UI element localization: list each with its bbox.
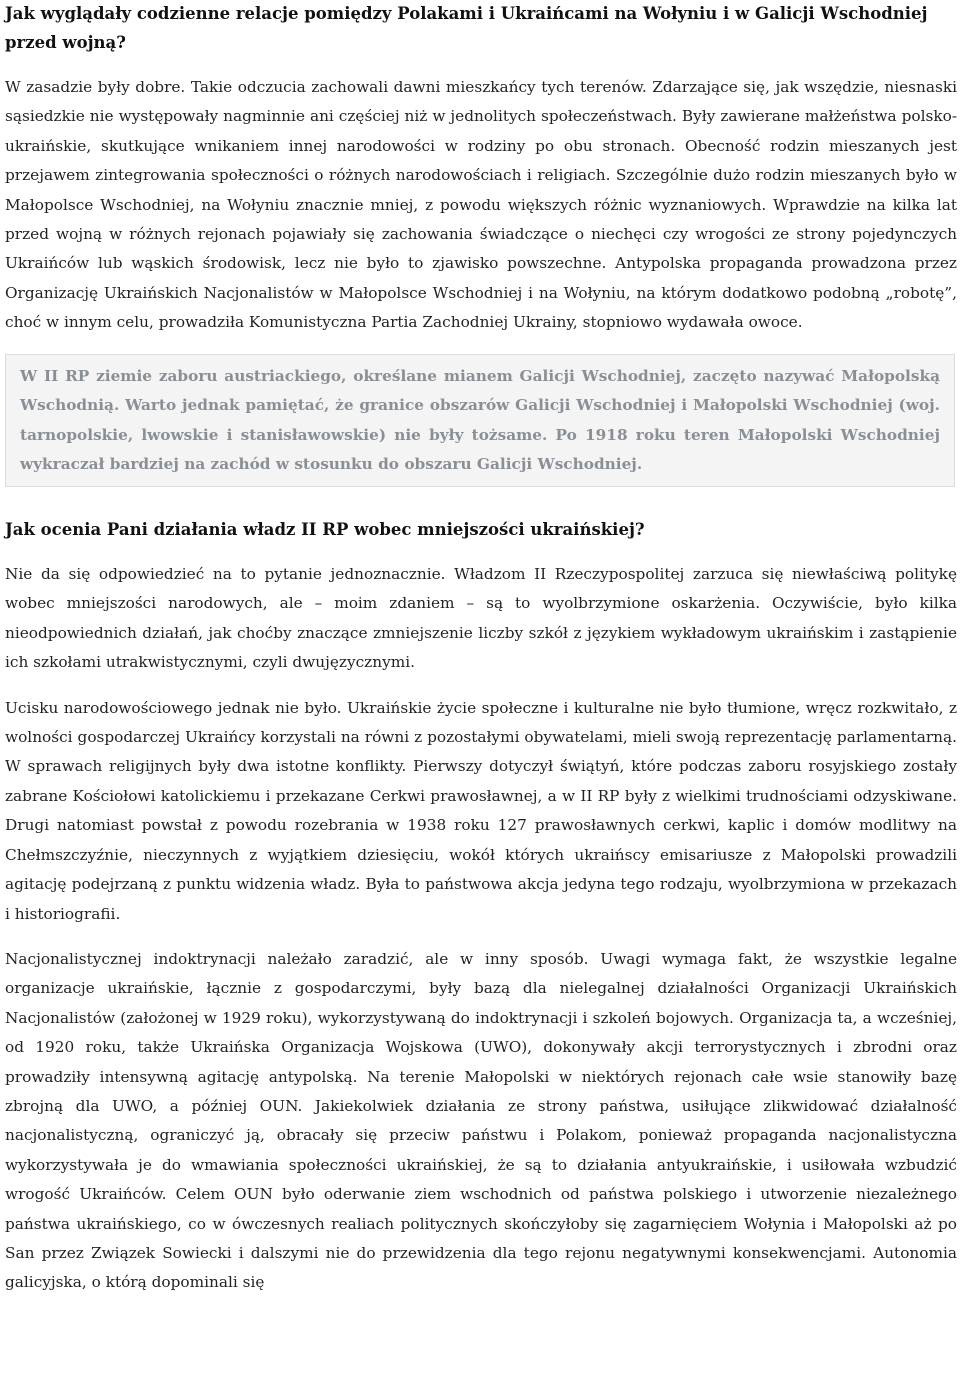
- answer-paragraph: Nacjonalistycznej indoktrynacji należało zaradzić, ale w inny sposób. Uwagi wymaga fakt, że wszystkie legalne organizacje ukraińskie, łącznie z gospodarczymi, były bazą dla nielegalnej działalności Organizacji Ukraińskich Nacjonalistów (założonej w 1929 roku), wykorzystywaną do indoktrynacji i szkoleń bojowych. Organizacja ta, a wcześniej, od 1920 roku, także Ukraińska Organizacja Wojskowa (UWO), dokonywały akcji terrorystycznych i zbrodni oraz prowadziły intensywną agitację antypolską. Na terenie Małopolski w niektórych rejonach całe wsie stanowiły bazę zbrojną dla UWO, a później OUN. Jakiekolwiek działania ze strony państwa, usiłujące zlikwidować działalność nacjonalistyczną, ograniczyć ją, obracały się przeciw państwu i Polakom, ponieważ propaganda nacjonalistyczna wykorzystywała je do wmawiania społeczności ukraińskiej, że są to działania antyukraińskie, i usiłowała wzbudzić wrogość Ukraińców. Celem OUN było oderwanie ziem wschodnich od państwa polskiego i utworzenie niezależnego państwa ukraińskiego, co w ówczesnych realiach politycznych skończyłoby się zagarnięciem Wołynia i Małopolski aż po San przez Związek Sowiecki i dalszymi nie do przewidzenia dla tego rejonu negatywnymi konsekwencjami. Autonomia galicyjska, o którą dopominali się: [5, 949, 957, 1292]
- answer-paragraph: Nie da się odpowiedzieć na to pytanie jednoznacznie. Władzom II Rzeczypospolitej zarzuca się niewłaściwą politykę wobec mniejszości narodowych, ale – moim zdaniem – są to wyolbrzymione oskarżenia. Oczywiście, było kilka nieodpowiednich działań, jak choćby znaczące zmniejszenie liczby szkół z językiem wykładowym ukraińskim i zastąpienie ich szkołami utrakwistycznymi, czyli dwujęzycznymi.: [5, 565, 957, 672]
- info-callout-box: [5, 354, 955, 487]
- question-heading: Jak wyglądały codzienne relacje pomiędzy Polakami i Ukraińcami na Wołyniu i w Galicji Wschodniej przed wojną?: [5, 4, 928, 52]
- question-heading: Jak ocenia Pani działania władz II RP wobec mniejszości ukraińskiej?: [5, 520, 645, 540]
- answer-paragraph: Ucisku narodowościowego jednak nie było. Ukraińskie życie społeczne i kulturalne nie było tłumione, wręcz rozkwitało, z wolności gospodarczej Ukraińcy korzystali na równi z pozostałymi obywatelami, mieli swoją reprezentację parlamentarną. W sprawach religijnych były dwa istotne konflikty. Pierwszy dotyczył świątyń, które podczas zaboru rosyjskiego zostały zabrane Kościołowi katolickiemu i przekazane Cerkwi prawosławnej, a w II RP były z wielkimi trudnościami odzyskiwane. Drugi natomiast powstał z powodu rozebrania w 1938 roku 127 prawosławnych cerkwi, kaplic i domów modlitwy na Chełmszczyźnie, nieczynnych z wyjątkiem dziesięciu, wokół których ukraińscy emisariusze z Małopolski prowadzili agitację podejrzaną z punktu widzenia władz. Była to państwowa akcja jedyna tego rodzaju, wyolbrzymiona w przekazach i historiografii.: [5, 698, 957, 923]
- answer-paragraph: W zasadzie były dobre. Takie odczucia zachowali dawni mieszkańcy tych terenów. Zdarzające się, jak wszędzie, niesnaski sąsiedzkie nie występowały nagminnie ani częściej niż w jednolitych społeczeństwach. Były zawierane małżeństwa polsko-ukraińskie, skutkujące wnikaniem innej narodowości w rodziny po obu stronach. Obecność rodzin mieszanych jest przejawem zintegrowania społeczności o różnych narodowościach i religiach. Szczególnie dużo rodzin mieszanych było w Małopolsce Wschodniej, na Wołyniu znacznie mniej, z powodu większych różnic wyznaniowych. Wprawdzie na kilka lat przed wojną w różnych rejonach pojawiały się zachowania świadczące o niechęci czy wrogości ze strony pojedynczych Ukraińców lub wąskich środowisk, lecz nie było to zjawisko powszechne. Antypolska propaganda prowadzona przez Organizację Ukraińskich Nacjonalistów w Małopolsce Wschodniej i na Wołyniu, na którym dodatkowo podobną „robotę”, choć w innym celu, prowadziła Komunistyczna Partia Zachodniej Ukrainy, stopniowo wydawała owoce.: [5, 78, 957, 332]
- callout-text: W II RP ziemie zaboru austriackiego, określane mianem Galicji Wschodniej, zaczęto nazywać Małopolską Wschodnią. Warto jednak pamiętać, że granice obszarów Galicji Wschodniej i Małopolski Wschodniej (woj. tarnopolskie, lwowskie i stanisławowskie) nie były tożsame. Po 1918 roku teren Małopolski Wschodniej wykraczał bardziej na zachód w stosunku do obszaru Galicji Wschodniej.: [20, 366, 940, 474]
